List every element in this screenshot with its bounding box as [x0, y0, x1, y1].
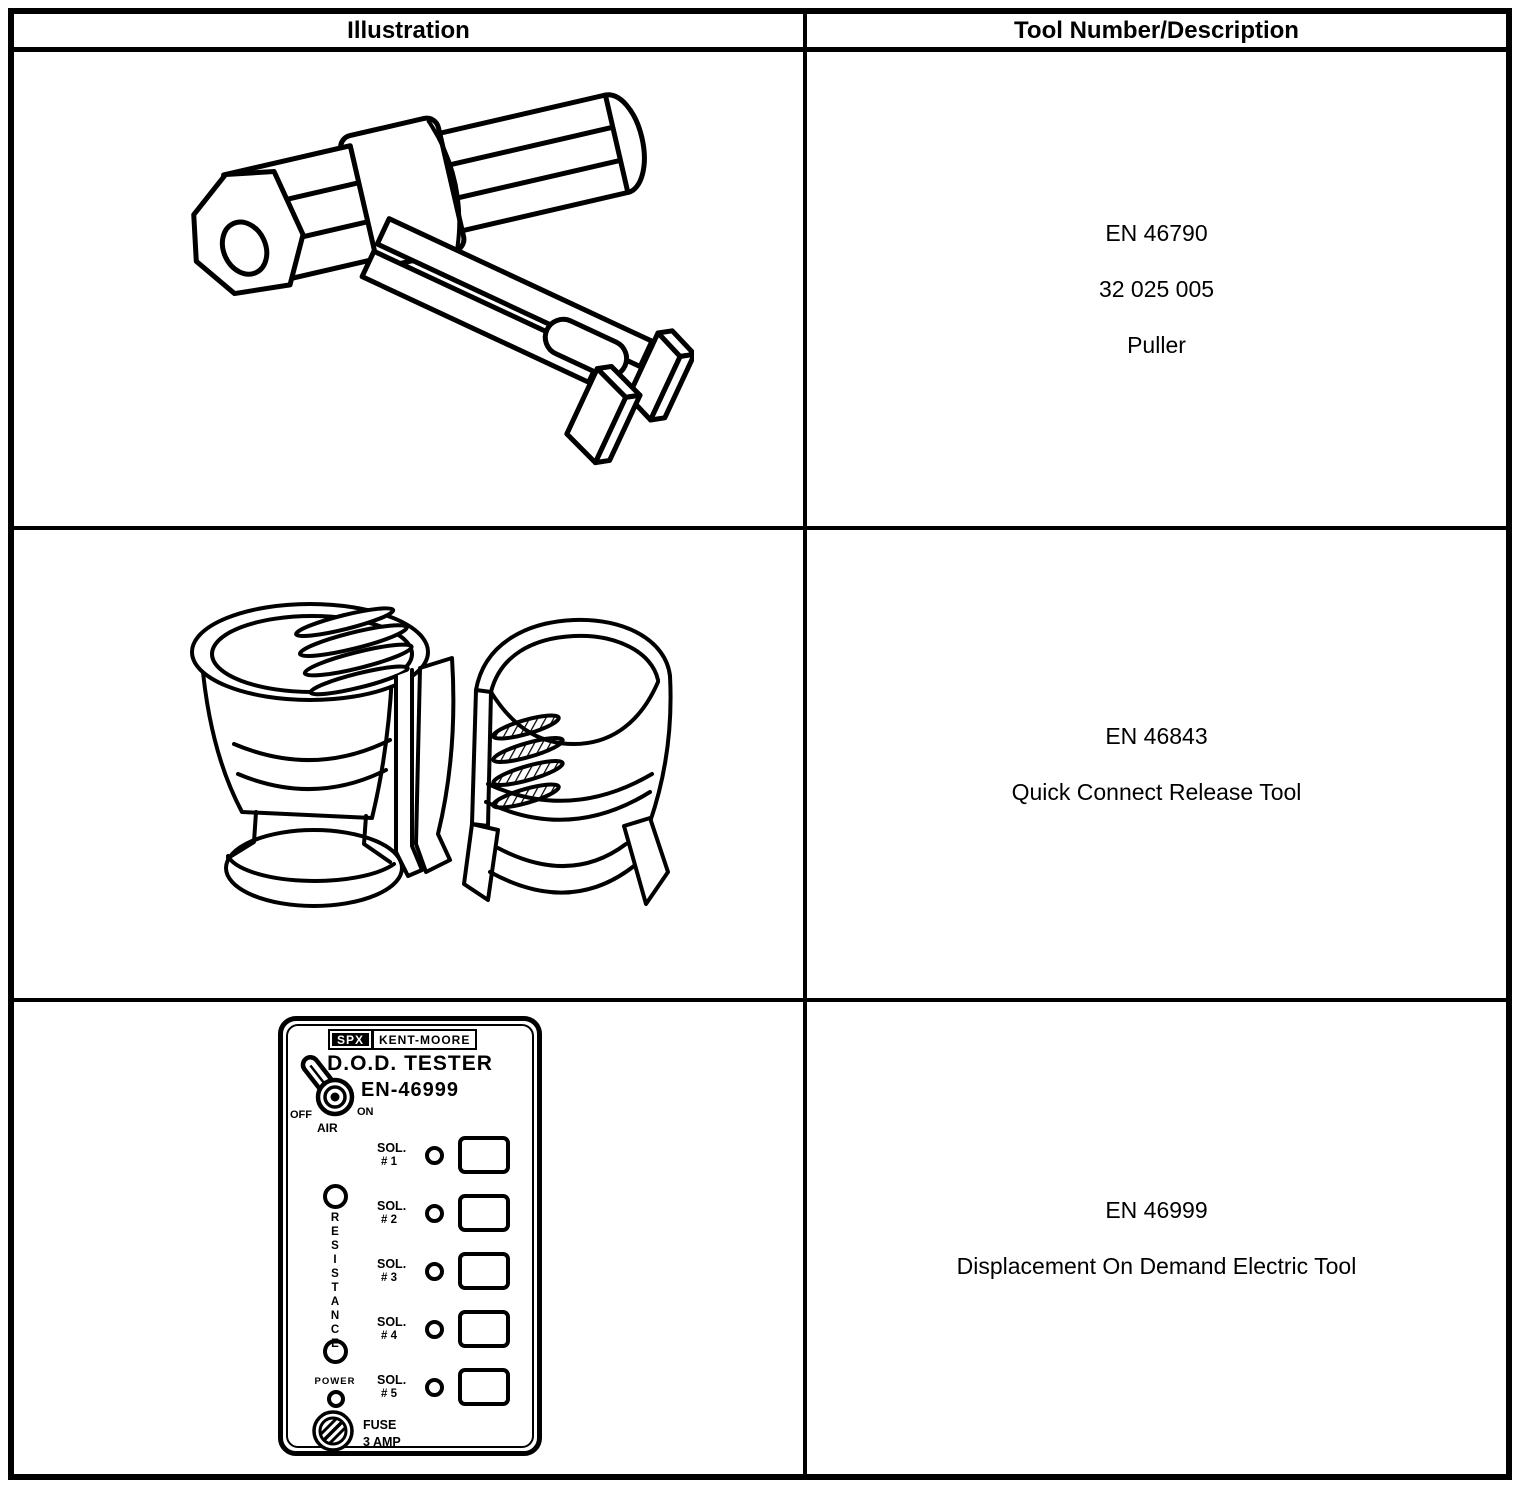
sol-row-4 — [377, 1300, 510, 1358]
power-label: POWER — [314, 1376, 356, 1387]
sol-2-connector — [458, 1194, 510, 1232]
sol-3-led-icon — [425, 1262, 444, 1281]
sol-number: # 3 — [381, 1272, 397, 1284]
sol-2-led-icon — [425, 1204, 444, 1223]
quick-connect-release-tool-illustration — [164, 572, 684, 972]
sol-3-connector — [458, 1252, 510, 1290]
sol-label: SOL. — [377, 1315, 407, 1329]
row2-description-cell — [807, 530, 1506, 1002]
kent-moore-logo: KENT-MOORE — [374, 1031, 475, 1048]
sol-number: # 5 — [381, 1388, 397, 1400]
switch-on-label: ON — [357, 1106, 374, 1118]
special-tools-table — [8, 8, 1512, 1480]
sol-row-5 — [377, 1358, 510, 1416]
fuse-holder-icon — [310, 1408, 356, 1454]
sol-4-led-icon — [425, 1320, 444, 1339]
fuse-label-line2: 3 AMP — [363, 1435, 401, 1449]
sol-row-1 — [377, 1126, 510, 1184]
header-tool-number-label: Tool Number/Description — [1014, 16, 1299, 44]
switch-off-label: OFF — [290, 1109, 312, 1121]
sol-row-2 — [377, 1184, 510, 1242]
tool-number: EN 46790 — [1105, 219, 1208, 246]
sol-label: SOL. — [377, 1141, 407, 1155]
row3-illustration-cell — [14, 1002, 807, 1474]
row2-illustration-cell — [14, 530, 807, 1002]
sol-label: SOL. — [377, 1257, 407, 1271]
spx-logo: SPX — [330, 1031, 371, 1048]
resistance-label: RESISTANCE — [329, 1212, 341, 1352]
row3-description-cell — [807, 1002, 1506, 1474]
tool-number: EN 46999 — [1105, 1196, 1208, 1223]
dod-tester-illustration — [278, 1016, 542, 1456]
tool-description: Displacement On Demand Electric Tool — [956, 1252, 1357, 1279]
solenoid-rows — [377, 1126, 510, 1416]
header-illustration-label: Illustration — [347, 16, 470, 44]
sol-number: # 1 — [381, 1156, 397, 1168]
sol-1-connector — [458, 1136, 510, 1174]
right-cup — [464, 620, 671, 904]
sol-label: SOL. — [377, 1373, 407, 1387]
fuse-label-line1: FUSE — [363, 1418, 397, 1432]
fuse-label — [363, 1417, 401, 1451]
sol-4-connector — [458, 1310, 510, 1348]
sol-number: # 2 — [381, 1214, 397, 1226]
switch-air-label: AIR — [317, 1121, 338, 1135]
device-model: EN-46999 — [360, 1079, 460, 1101]
puller-fork-bar — [333, 202, 694, 481]
sol-row-3 — [377, 1242, 510, 1300]
sol-label: SOL. — [377, 1199, 407, 1213]
device-title: D.O.D. TESTER — [327, 1052, 493, 1075]
tool-number-alt: 32 025 005 — [1098, 275, 1215, 302]
row1-description-cell — [807, 52, 1506, 530]
header-tool-number — [807, 14, 1506, 52]
tool-number: EN 46843 — [1105, 722, 1208, 749]
row1-illustration-cell — [14, 52, 807, 530]
sol-5-led-icon — [425, 1378, 444, 1397]
left-cup — [192, 601, 453, 906]
sol-5-connector — [458, 1368, 510, 1406]
sol-number: # 4 — [381, 1330, 397, 1342]
tool-description: Puller — [1127, 331, 1186, 358]
sol-1-led-icon — [425, 1146, 444, 1165]
puller-illustration — [164, 88, 694, 498]
header-illustration — [14, 14, 807, 52]
resistance-terminal-top-icon — [323, 1184, 348, 1209]
tool-description: Quick Connect Release Tool — [1011, 778, 1302, 805]
resistance-terminal-bottom-icon — [323, 1339, 348, 1364]
power-led-icon — [327, 1390, 345, 1408]
